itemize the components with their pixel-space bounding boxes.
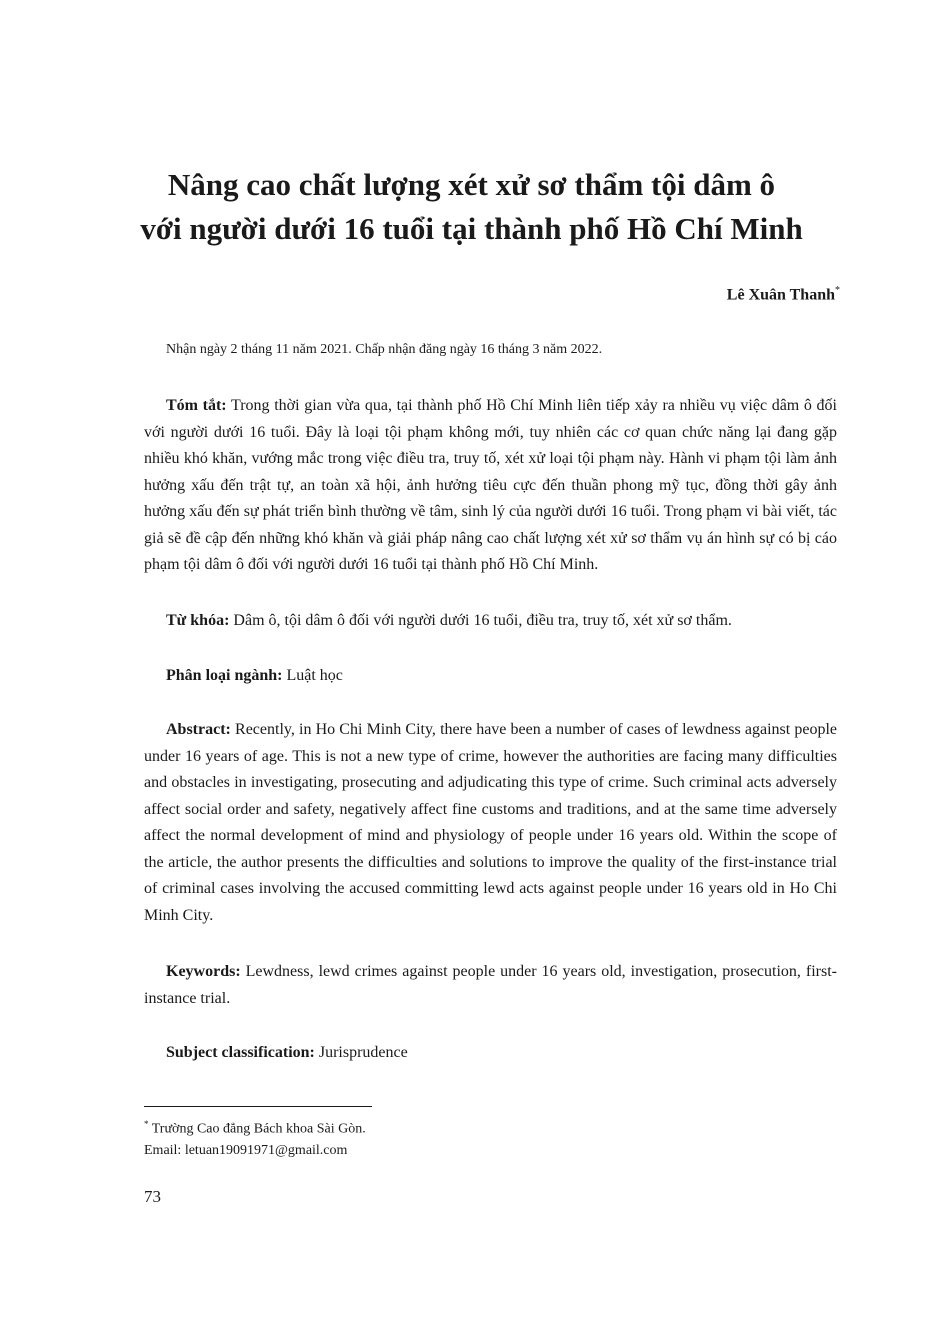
vi-abstract [144,393,837,579]
vi-field-text: Luật học [282,667,343,684]
en-abstract-label: Abstract: [166,721,231,738]
title-line-1: Nâng cao chất lượng xét xử sơ thẩm tội dâm ô [167,167,776,202]
footnote-affiliation-text: Trường Cao đẳng Bách khoa Sài Gòn. [148,1121,366,1137]
author-name: Lê Xuân Thanh [726,286,835,304]
footnote-divider [144,1106,372,1107]
title-line-2: với người dưới 16 tuổi tại thành phố Hồ Chí Minh [140,211,803,246]
footnote-email: Email: letuan19091971@gmail.com [144,1142,348,1158]
en-subject-classification [144,1040,837,1067]
footnote [144,1114,366,1161]
en-abstract [144,717,837,929]
en-subject-label: Subject classification: [166,1044,315,1061]
en-keywords [144,959,837,1012]
vi-field-classification [144,663,837,690]
author-footnote-mark: * [835,285,840,296]
en-keywords-label: Keywords: [166,963,241,980]
vi-field-label: Phân loại ngành: [166,667,283,684]
paper-title [100,163,843,251]
vi-keywords-label: Từ khóa: [166,612,230,629]
footnote-mark: * [144,1119,149,1129]
en-subject-text: Jurisprudence [314,1044,408,1061]
received-dates: Nhận ngày 2 tháng 11 năm 2021. Chấp nhận đăng ngày 16 tháng 3 năm 2022. [166,342,603,357]
vi-abstract-text: Trong thời gian vừa qua, tại thành phố Hồ Chí Minh liên tiếp xảy ra nhiều vụ việc dâm ô đối với người dưới 16 tuổi. Đây là loại tội phạm không mới, tuy nhiên các cơ quan chức năng lại đang gặp nhiều khó khăn, vướng mắc trong việc điều tra, truy tố, xét xử loại tội phạm này. Hành vi phạm tội làm ảnh hưởng xấu đến trật tự, an toàn xã hội, ảnh hưởng tiêu cực đến thuần phong mỹ tục, đồng thời gây ảnh hưởng xấu đến sự phát triển bình thường về tâm, sinh lý của người dưới 16 tuổi. Trong phạm vi bài viết, tác giả sẽ đề cập đến những khó khăn và giải pháp nâng cao chất lượng xét xử sơ thẩm vụ án hình sự có bị cáo phạm tội dâm ô đối với người dưới 16 tuổi tại thành phố Hồ Chí Minh. [144,397,838,573]
vi-keywords-text: Dâm ô, tội dâm ô đối với người dưới 16 tuổi, điều tra, truy tố, xét xử sơ thẩm. [229,612,732,629]
author-line [727,285,840,304]
footnote-affiliation [144,1114,366,1140]
en-keywords-text: Lewdness, lewd crimes against people under 16 years old, investigation, prosecution, first-instance trial. [144,963,837,1007]
page-number: 73 [144,1187,161,1206]
vi-abstract-label: Tóm tắt: [166,397,227,414]
vi-keywords [144,608,837,635]
en-abstract-text: Recently, in Ho Chi Minh City, there have been a number of cases of lewdness against people under 16 years of age. This is not a new type of crime, however the authorities are facing many difficulties and obstacles in investigating, prosecuting and adjudicating this type of crime. Such criminal acts adversely affect social order and safety, negatively affect fine customs and traditions, and at the same time adversely affect the normal development of mind and physiology of people under 16 years old. Within the scope of the article, the author presents the difficulties and solutions to improve the quality of the first-instance trial of criminal cases involving the accused committing lewd acts against people under 16 years old in Ho Chi Minh City. [144,721,837,924]
